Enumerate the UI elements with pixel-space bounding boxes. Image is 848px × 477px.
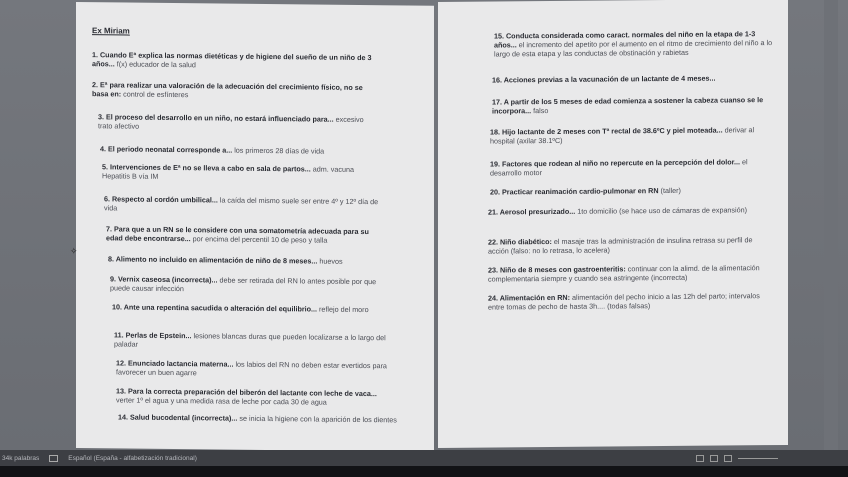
print-layout-icon[interactable] [710, 455, 718, 462]
question-9[interactable] [110, 274, 390, 295]
vertical-scrollbar[interactable] [824, 0, 838, 450]
question-text: 6. Respecto al cordón umbilical... [104, 194, 218, 205]
read-mode-icon[interactable] [696, 455, 704, 462]
document-page-left[interactable] [76, 2, 434, 452]
answer-text: la caída del mismo suele ser entre 4º y 12º día de vida [104, 195, 379, 213]
answer-text: falso [531, 106, 549, 116]
monitor-bezel [0, 466, 848, 477]
question-24[interactable] [488, 291, 768, 311]
question-text: 13. Para la correcta preparación del biberón del lactante con leche de vaca... [116, 386, 377, 399]
answer-text: verter 1º el agua y una medida rasa de leche por cada 30 de agua [116, 395, 327, 407]
question-text: 9. Vernix caseosa (incorrecta)... [110, 274, 218, 285]
word-count[interactable]: 34k palabras [2, 454, 40, 462]
question-23[interactable] [488, 263, 768, 283]
answer-text: reflejo del moro [317, 304, 369, 315]
answer-text: (taller) [658, 185, 681, 196]
question-text: 12. Enunciado lactancia materna... [116, 358, 234, 369]
question-3[interactable] [98, 112, 378, 133]
question-14[interactable] [118, 412, 398, 424]
question-17[interactable] [492, 95, 772, 115]
answer-text: los primeros 28 días de vida [232, 145, 325, 156]
answer-text: el masaje tras la administración de insulina retrasa su perfil de acción (falso: no lo retrasa, lo acelera) [488, 235, 753, 256]
question-text: 21. Aerosol presurizado... [488, 206, 576, 217]
question-text: 14. Salud bucodental (incorrecta)... [118, 412, 238, 423]
question-18[interactable] [490, 125, 770, 145]
question-text: 20. Practicar reanimación cardio-pulmonar en RN [490, 186, 659, 197]
answer-text: debe ser retirada del RN lo antes posible por que puede causar infección [110, 275, 377, 294]
status-bar [0, 450, 848, 466]
question-text: 16. Acciones previas a la vacunación de un lactante de 4 meses... [492, 73, 716, 85]
question-2[interactable] [92, 80, 372, 101]
question-text: 17. A partir de los 5 meses de edad comienza a sostener la cabeza cuanso se le incorpora... [492, 95, 764, 116]
answer-text: excesivo trato afectivo [98, 114, 364, 131]
question-20[interactable] [490, 185, 770, 196]
question-text: 7. Para que a un RN se le considere con una somatometría adecuada para su edad debe encontrarse... [106, 224, 369, 244]
question-text: 19. Factores que rodean al niño no repercute en la percepción del dolor... [490, 157, 741, 169]
question-text: 18. Hijo lactante de 2 meses con Tª rectal de 38.6ºC y piel moteada... [490, 125, 723, 137]
answer-text: control de esfínteres [121, 89, 189, 100]
answer-text: alimentación del pecho inicio a las 12h del parto; intervalos entre tomas de pecho de hasta 3h.... (todas falsas) [488, 291, 760, 312]
question-13[interactable] [116, 386, 396, 407]
question-15[interactable] [494, 29, 774, 58]
answer-text: 1to domicilio (se hace uso de cámaras de expansión) [575, 205, 748, 216]
question-text: 24. Alimentación en RN: [488, 292, 571, 303]
question-22[interactable] [488, 235, 768, 255]
spellcheck-icon[interactable] [49, 455, 58, 462]
question-text: 2. Eª para realizar una valoración de la adecuación del crecimiento físico, no se basa en: [92, 80, 363, 99]
question-6[interactable] [104, 194, 384, 215]
question-11[interactable] [114, 330, 394, 351]
question-text: 10. Ante una repentina sacudida o alteración del equilibrio... [112, 302, 318, 314]
document-title: Ex Miriam [92, 26, 130, 36]
view-controls [696, 455, 778, 462]
answer-text: por encima del percentil 10 de peso y talla [190, 234, 328, 245]
question-7[interactable] [106, 224, 386, 245]
answer-text: huevos [317, 256, 343, 266]
question-10[interactable] [112, 302, 392, 314]
question-text: 22. Niño diabético: [488, 237, 552, 247]
question-12[interactable] [116, 358, 396, 379]
answer-text: continuar con la alimd. de la alimentación complementaria siempre y cuando sea astringente (incorrecta) [488, 263, 760, 284]
question-text: 15. Conducta considerada como caract. normales del niño en la etapa de 1-3 años... [494, 29, 756, 50]
question-text: 1. Cuando Eª explica las normas dietéticas y de higiene del sueño de un niño de 3 años... [92, 50, 372, 69]
answer-text: se inicia la higiene con la aparición de los dientes [237, 413, 397, 425]
question-1[interactable] [92, 50, 372, 71]
question-text: 11. Perlas de Epstein... [114, 330, 192, 341]
answer-text: f(x) educador de la salud [114, 59, 196, 70]
answer-text: el incremento del apetito por el aumento en el ritmo de crecimiento del niño a lo largo de esta etapa y las conductas de obstinación y rabietas [494, 38, 773, 59]
web-layout-icon[interactable] [724, 455, 732, 462]
answer-text: los labios del RN no deben estar evertidos para favorecer un buen agarre [116, 359, 387, 378]
question-4[interactable] [100, 144, 380, 156]
question-text: 5. Intervenciones de Eª no se lleva a cabo en sala de partos... [102, 162, 311, 174]
question-8[interactable] [108, 254, 388, 266]
question-16[interactable] [492, 73, 772, 84]
question-5[interactable] [102, 162, 382, 183]
answer-text: adm. vacuna Hepatitis B vía IM [102, 164, 354, 181]
question-19[interactable] [490, 157, 770, 177]
question-text: 3. El proceso del desarrollo en un niño, no estará influenciado para... [98, 112, 334, 124]
mouse-pointer-icon: ✧ [70, 246, 78, 256]
question-text: 8. Alimento no incluido en alimentación de niño de 8 meses... [108, 254, 318, 266]
language-indicator[interactable]: Español (España - alfabetización tradicional) [68, 454, 197, 462]
question-text: 4. El periodo neonatal corresponde a... [100, 144, 233, 155]
answer-text: derivar al hospital (axilar 38.1ºC) [490, 125, 755, 146]
document-page-right[interactable] [438, 0, 788, 448]
question-21[interactable] [488, 205, 768, 216]
question-text: 23. Niño de 8 meses con gastroenteritis: [488, 264, 626, 275]
answer-text: lesiones blancas duras que pueden localizarse a lo largo del paladar [114, 331, 386, 349]
zoom-slider[interactable] [738, 458, 778, 459]
answer-text: el desarrollo motor [490, 157, 748, 178]
